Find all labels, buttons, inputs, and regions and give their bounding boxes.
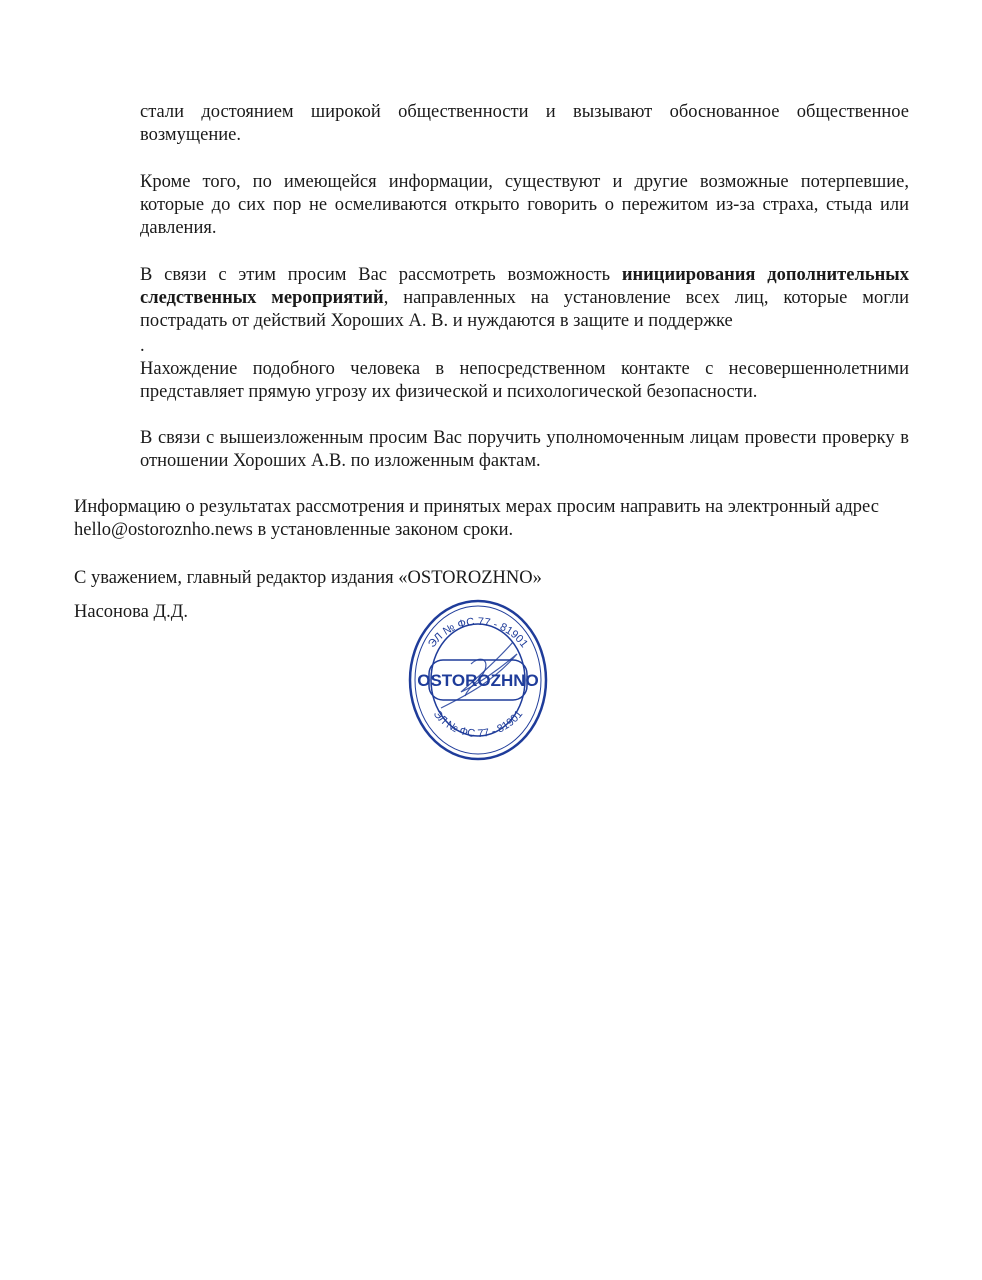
stamp-ring-top-text: ЭЛ № ФС 77 - 81901 [426, 615, 530, 651]
stamp-center-text: OSTOROZHNO [417, 671, 539, 690]
closing-greeting: С уважением, главный редактор издания «OSTOROZHNO» [74, 568, 542, 588]
paragraph-request-investigation [140, 264, 909, 333]
paragraph-threat: Нахождение подобного человека в непосредственном контакте с несовершеннолетними представляет прямую угрозу их физической и психологической безопасности. [140, 359, 909, 402]
stray-dot: . [140, 336, 145, 356]
signatory-name: Насонова Д.Д. [74, 602, 188, 622]
request-text-end: , направленных на установление всех лиц, которые могли пострадать от действий Хороших А. В. и нуждаются в защите и поддержке [140, 288, 909, 331]
paragraph-results-request: Информацию о результатах рассмотрения и принятых мерах просим направить на электронный адрес hello@ostoroznho.news в установленные законом сроки. [74, 497, 879, 540]
paragraph-public-outrage: стали достоянием широкой общественности и вызывают обоснованное общественное возмущение. [140, 102, 909, 145]
official-stamp [405, 596, 551, 766]
request-emphasis: инициирования дополнительных следственных мероприятий [140, 265, 909, 308]
paragraph-request-check: В связи с вышеизложенным просим Вас поручить уполномоченным лицам провести проверку в отношении Хороших А.В. по изложенным фактам. [140, 428, 909, 471]
request-text-start: В связи с этим просим Вас рассмотреть возможность [140, 265, 622, 285]
stamp-ring-bottom-text: ЭЛ № ФС 77 - 81901 [430, 708, 526, 741]
paragraph-other-victims: Кроме того, по имеющейся информации, существуют и другие возможные потерпевшие, которые до сих пор не осмеливаются открыто говорить о пережитом из-за страха, стыда или давления. [140, 172, 909, 238]
